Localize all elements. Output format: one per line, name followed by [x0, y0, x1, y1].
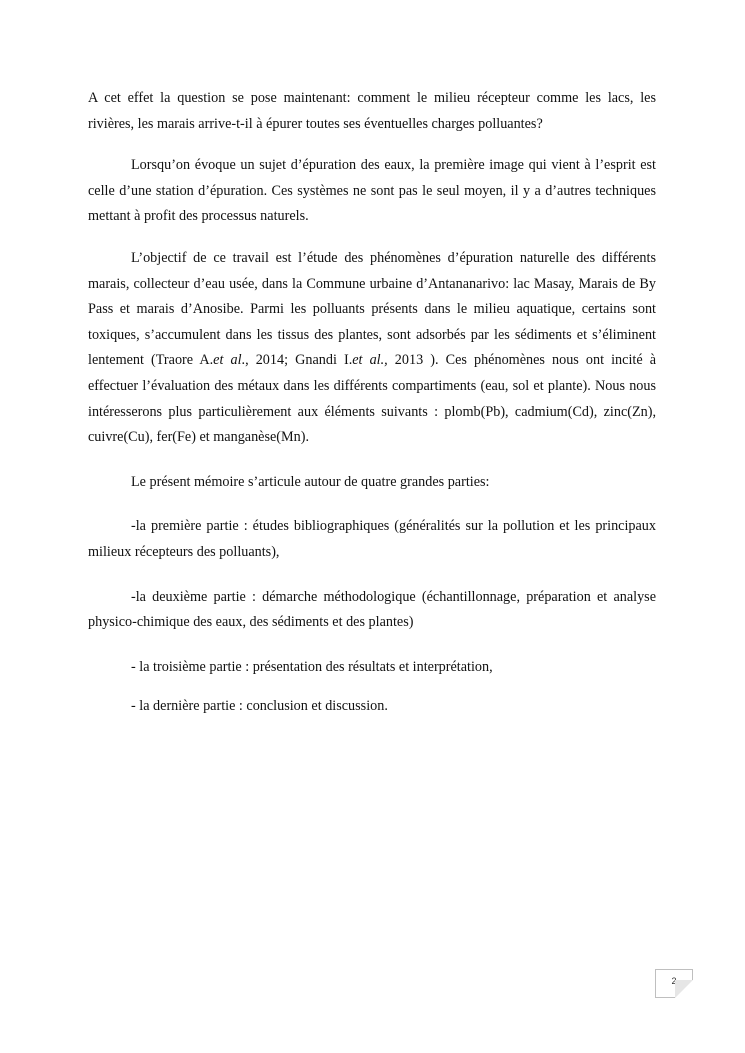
list-item-part-2: -la deuxième partie : démarche méthodologique (échantillonnage, préparation et analyse physico-chimique des eaux, des sédiments et des plantes): [88, 588, 656, 631]
intro-paragraph: A cet effet la question se pose maintenant: comment le milieu récepteur comme les lacs, les rivières, les marais arrive-t-il à épurer toutes ses éventuelles charges polluantes?: [88, 90, 656, 132]
paragraph-objectif: [88, 246, 656, 451]
paragraph-plan: Le présent mémoire s’articule autour de quatre grandes parties:: [131, 473, 490, 490]
list-item-part-1: -la première partie : études bibliographiques (généralités sur la pollution et les principaux milieux récepteurs des polluants),: [88, 518, 656, 560]
citation-et-al-gnandi: et al.,: [352, 352, 388, 369]
list-item-part-3: - la troisième partie : présentation des résultats et interprétation,: [131, 658, 493, 675]
citation-et-al-traore: et al: [213, 352, 242, 369]
objectif-text-part1: L’objectif de ce travail est l’étude des phénomènes d’épuration naturelle des différents marais, collecteur d’eau usée, dans la Commune urbaine d’Antananarivo: lac Masay, Marais de By Pass et marais d’Anosibe. Parmi les polluants présents dans le milieu aquatique, certains sont toxiques, s’accumulent dans les tissus des plantes, sont adsorbés par les sédiments et s’éliminent lentement (Traore A.: [88, 249, 656, 369]
paragraph-station-epuration: Lorsqu’on évoque un sujet d’épuration des eaux, la première image qui vient à l’esprit est celle d’une station d’épuration. Ces systèmes ne sont pas le seul moyen, il y a d’autres techniques mettant à profit des processus naturels.: [88, 157, 656, 225]
page-number: 2: [655, 969, 693, 998]
document-body: [88, 86, 656, 739]
objectif-text-part2: ., 2014; Gnandi I.: [241, 352, 353, 369]
list-item-part-4: - la dernière partie : conclusion et discussion.: [131, 698, 388, 715]
objectif-text-part3: 2013 ). Ces phénomènes nous ont incité à effectuer l’évaluation des métaux dans les différents compartiments (eau, sol et plante). Nous nous intéresserons plus particulièrement aux éléments suivants : plomb(Pb), cadmium(Cd), zinc(Zn), cuivre(Cu), fer(Fe) et manganèse(Mn).: [88, 352, 657, 446]
